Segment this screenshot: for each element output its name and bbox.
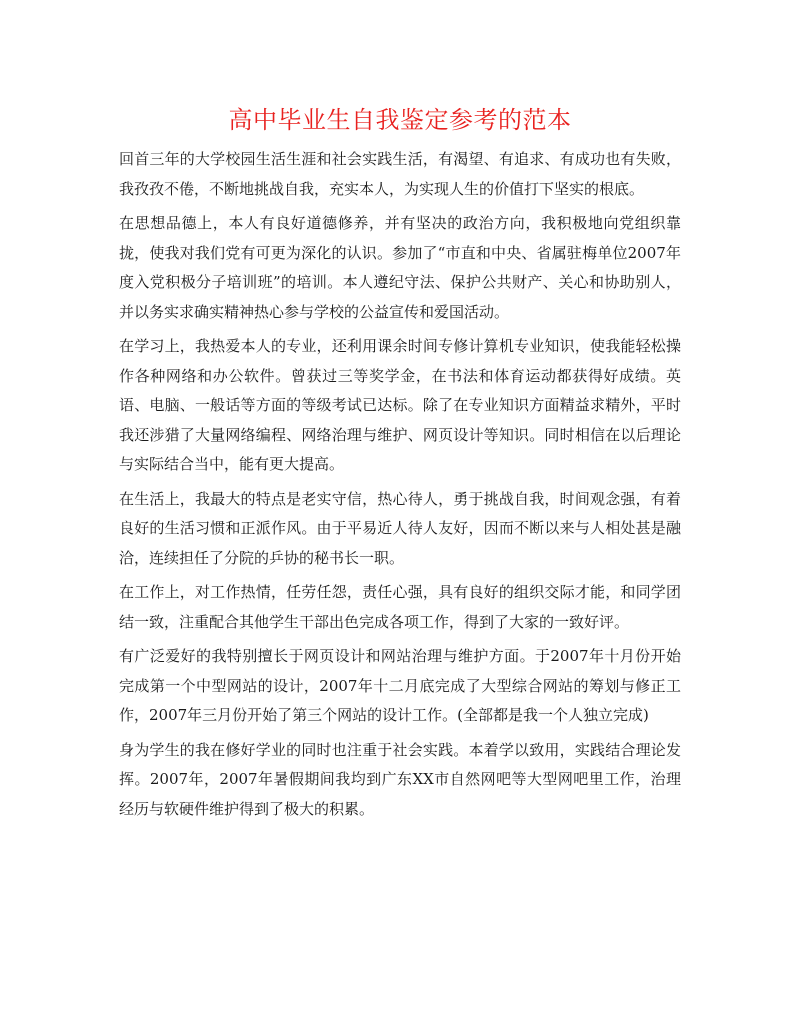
paragraph-life: 在生活上，我最大的特点是老实守信，热心待人，勇于挑战自我，时间观念强，有着良好的生活习惯和正派作风。由于平易近人待人友好，因而不断以来与人相处甚是融洽，连续担任了分院的乒协的秘书长一职。 [119, 489, 681, 567]
paragraph-ideology: 在思想品德上，本人有良好道德修养，并有坚决的政治方向，我积极地向党组织靠拢，使我对我们党有可更为深化的认识。参加了“市直和中央、省属驻梅单位2007年度入党积极分子培训班”的培训。本人遵纪守法、保护公共财产、关心和协助别人，并以务实求确实精神热心参与学校的公益宣传和爱国活动。 [119, 214, 681, 321]
document-title: 高中毕业生自我鉴定参考的范本 [228, 106, 572, 134]
document-body [119, 145, 681, 829]
paragraph-work: 在工作上，对工作热情，任劳任怨，责任心强，具有良好的组织交际才能，和同学团结一致，注重配合其他学生干部出色完成各项工作，得到了大家的一致好评。 [119, 583, 681, 631]
paragraph-study: 在学习上，我热爱本人的专业，还利用课余时间专修计算机专业知识，使我能轻松操作各种网络和办公软件。曾获过三等奖学金，在书法和体育运动都获得好成绩。英语、电脑、一般话等方面的等级考试已达标。除了在专业知识方面精益求精外，平时我还涉猎了大量网络编程、网络治理与维护、网页设计等知识。同时相信在以后理论与实际结合当中，能有更大提高。 [119, 337, 681, 473]
paragraph-hobbies: 有广泛爱好的我特别擅长于网页设计和网站治理与维护方面。于2007年十月份开始完成第一个中型网站的设计，2007年十二月底完成了大型综合网站的筹划与修正工作，2007年三月份开始了第三个网站的设计工作。(全部都是我一个人独立完成) [119, 647, 681, 724]
paragraph-intro: 回首三年的大学校园生活生涯和社会实践生活，有渴望、有追求、有成功也有失败，我孜孜不倦，不断地挑战自我，充实本人，为实现人生的价值打下坚实的根底。 [119, 150, 681, 198]
paragraph-practice: 身为学生的我在修好学业的同时也注重于社会实践。本着学以致用，实践结合理论发挥。2007年，2007年暑假期间我均到广东XX市自然网吧等大型网吧里工作，治理经历与软硬件维护得到了极大的积累。 [119, 740, 681, 818]
